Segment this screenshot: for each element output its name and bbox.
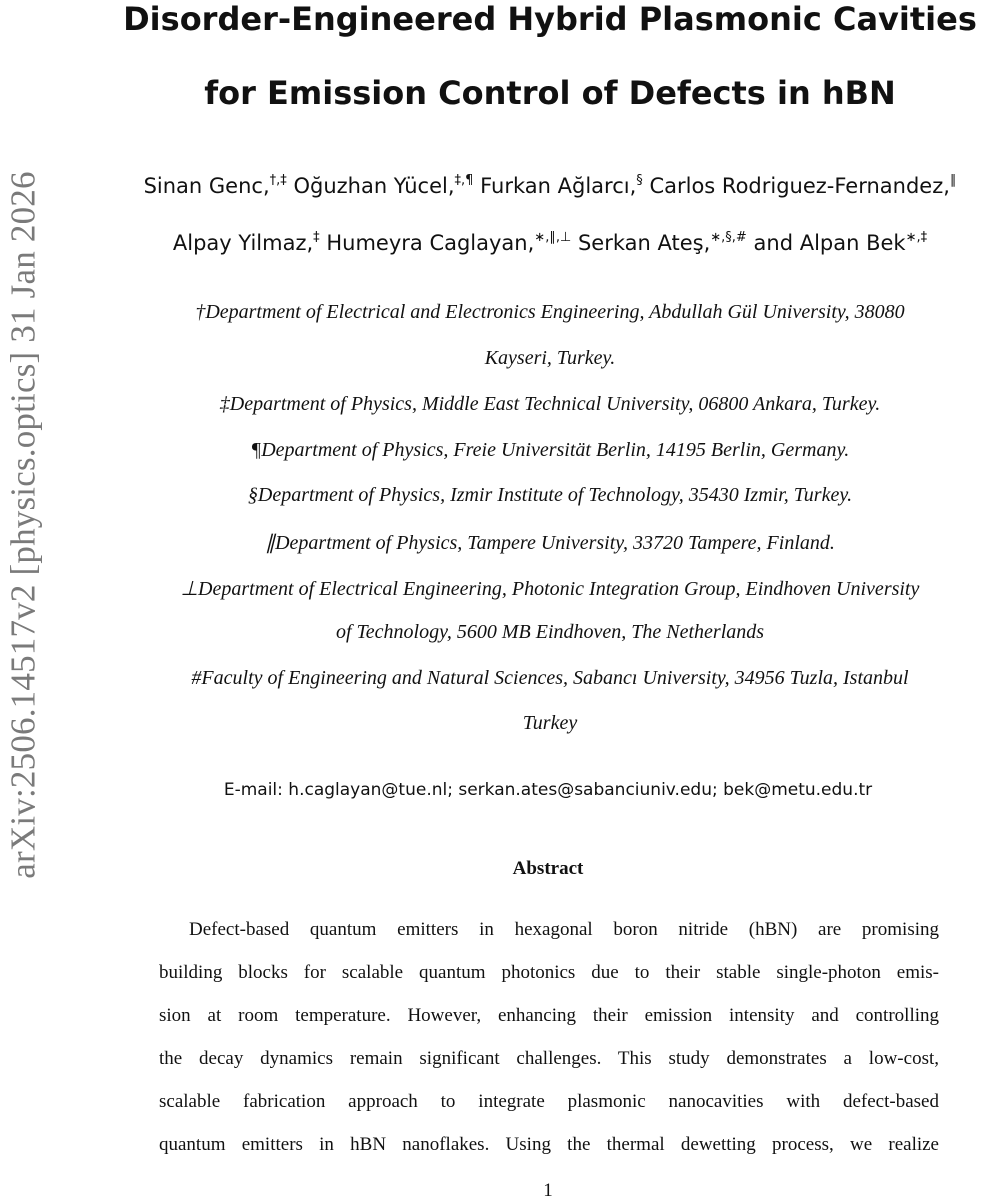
affiliation-line: ∥Department of Physics, Tampere University, 33720 Tampere, Finland. [265, 532, 835, 554]
author-affiliation-marks: ‡,¶ [454, 173, 474, 188]
paper-title-line-2: for Emission Control of Defects in hBN [204, 74, 896, 112]
author-name: Oğuzhan Yücel, [293, 174, 455, 198]
abstract-line: the decay dynamics remain significant challenges. This study demonstrates a low-cost, [159, 1048, 939, 1069]
paper-title-line-1: Disorder-Engineered Hybrid Plasmonic Cavities [123, 0, 977, 38]
author-name: Carlos Rodriguez-Fernandez, [649, 174, 950, 198]
author-name: Serkan Ateş, [577, 231, 711, 255]
author-affiliation-marks: ∗,∥,⊥ [534, 230, 572, 245]
abstract-line: scalable fabrication approach to integrate plasmonic nanocavities with defect-based [159, 1091, 939, 1112]
corresponding-email: E-mail: h.caglayan@tue.nl; serkan.ates@sabanciuniv.edu; bek@metu.edu.tr [223, 780, 873, 800]
author-affiliation-marks: § [636, 173, 643, 188]
author-affiliation-marks: ∗,§,# [710, 230, 747, 245]
affiliation-line: of Technology, 5600 MB Eindhoven, The Netherlands [335, 621, 765, 643]
author-affiliation-marks: ‡ [313, 230, 320, 245]
abstract-line: Defect-based quantum emitters in hexagonal boron nitride (hBN) are promising [189, 919, 939, 940]
author-affiliation-marks: †,‡ [269, 173, 287, 188]
abstract-heading: Abstract [512, 858, 584, 879]
affiliation-line: Turkey [522, 712, 578, 734]
author-name: and Alpan Bek [753, 231, 906, 255]
affiliation-line: ‡Department of Physics, Middle East Technical University, 06800 Ankara, Turkey. [219, 393, 881, 415]
abstract-line: quantum emitters in hBN nanoflakes. Using the thermal dewetting process, we realize [159, 1134, 939, 1155]
arxiv-sidebar-stamp [2, 130, 46, 920]
affiliation-line: Kayseri, Turkey. [484, 347, 616, 369]
author-affiliation-marks: ∗,‡ [905, 230, 928, 245]
abstract-line: sion at room temperature. However, enhancing their emission intensity and controlling [159, 1005, 939, 1026]
author-name: Alpay Yilmaz, [172, 231, 314, 255]
arxiv-identifier: arXiv:2506.14517v2 [physics.optics] 31 Jan 2026 [4, 171, 44, 879]
author-list-line-2 [70, 231, 992, 255]
author-affiliation-marks: ∥ [949, 173, 957, 188]
affiliation-line: #Faculty of Engineering and Natural Sciences, Sabancı University, 34956 Tuzla, Istanbul [191, 667, 909, 689]
author-list-line-1 [70, 174, 992, 198]
abstract-body [159, 908, 939, 1166]
affiliation-line: ¶Department of Physics, Freie Universität Berlin, 14195 Berlin, Germany. [250, 439, 850, 461]
author-name: Furkan Ağlarcı, [480, 174, 637, 198]
affiliation-line: §Department of Physics, Izmir Institute of Technology, 35430 Izmir, Turkey. [247, 484, 853, 506]
affiliation-line: †Department of Electrical and Electronics Engineering, Abdullah Gül University, 38080 [195, 301, 905, 323]
page-number: 1 [543, 1180, 553, 1201]
affiliation-line: ⊥Department of Electrical Engineering, Photonic Integration Group, Eindhoven University [180, 578, 920, 600]
abstract-line: building blocks for scalable quantum photonics due to their stable single-photon emis- [159, 962, 939, 983]
author-name: Sinan Genc, [143, 174, 270, 198]
author-name: Humeyra Caglayan, [326, 231, 535, 255]
